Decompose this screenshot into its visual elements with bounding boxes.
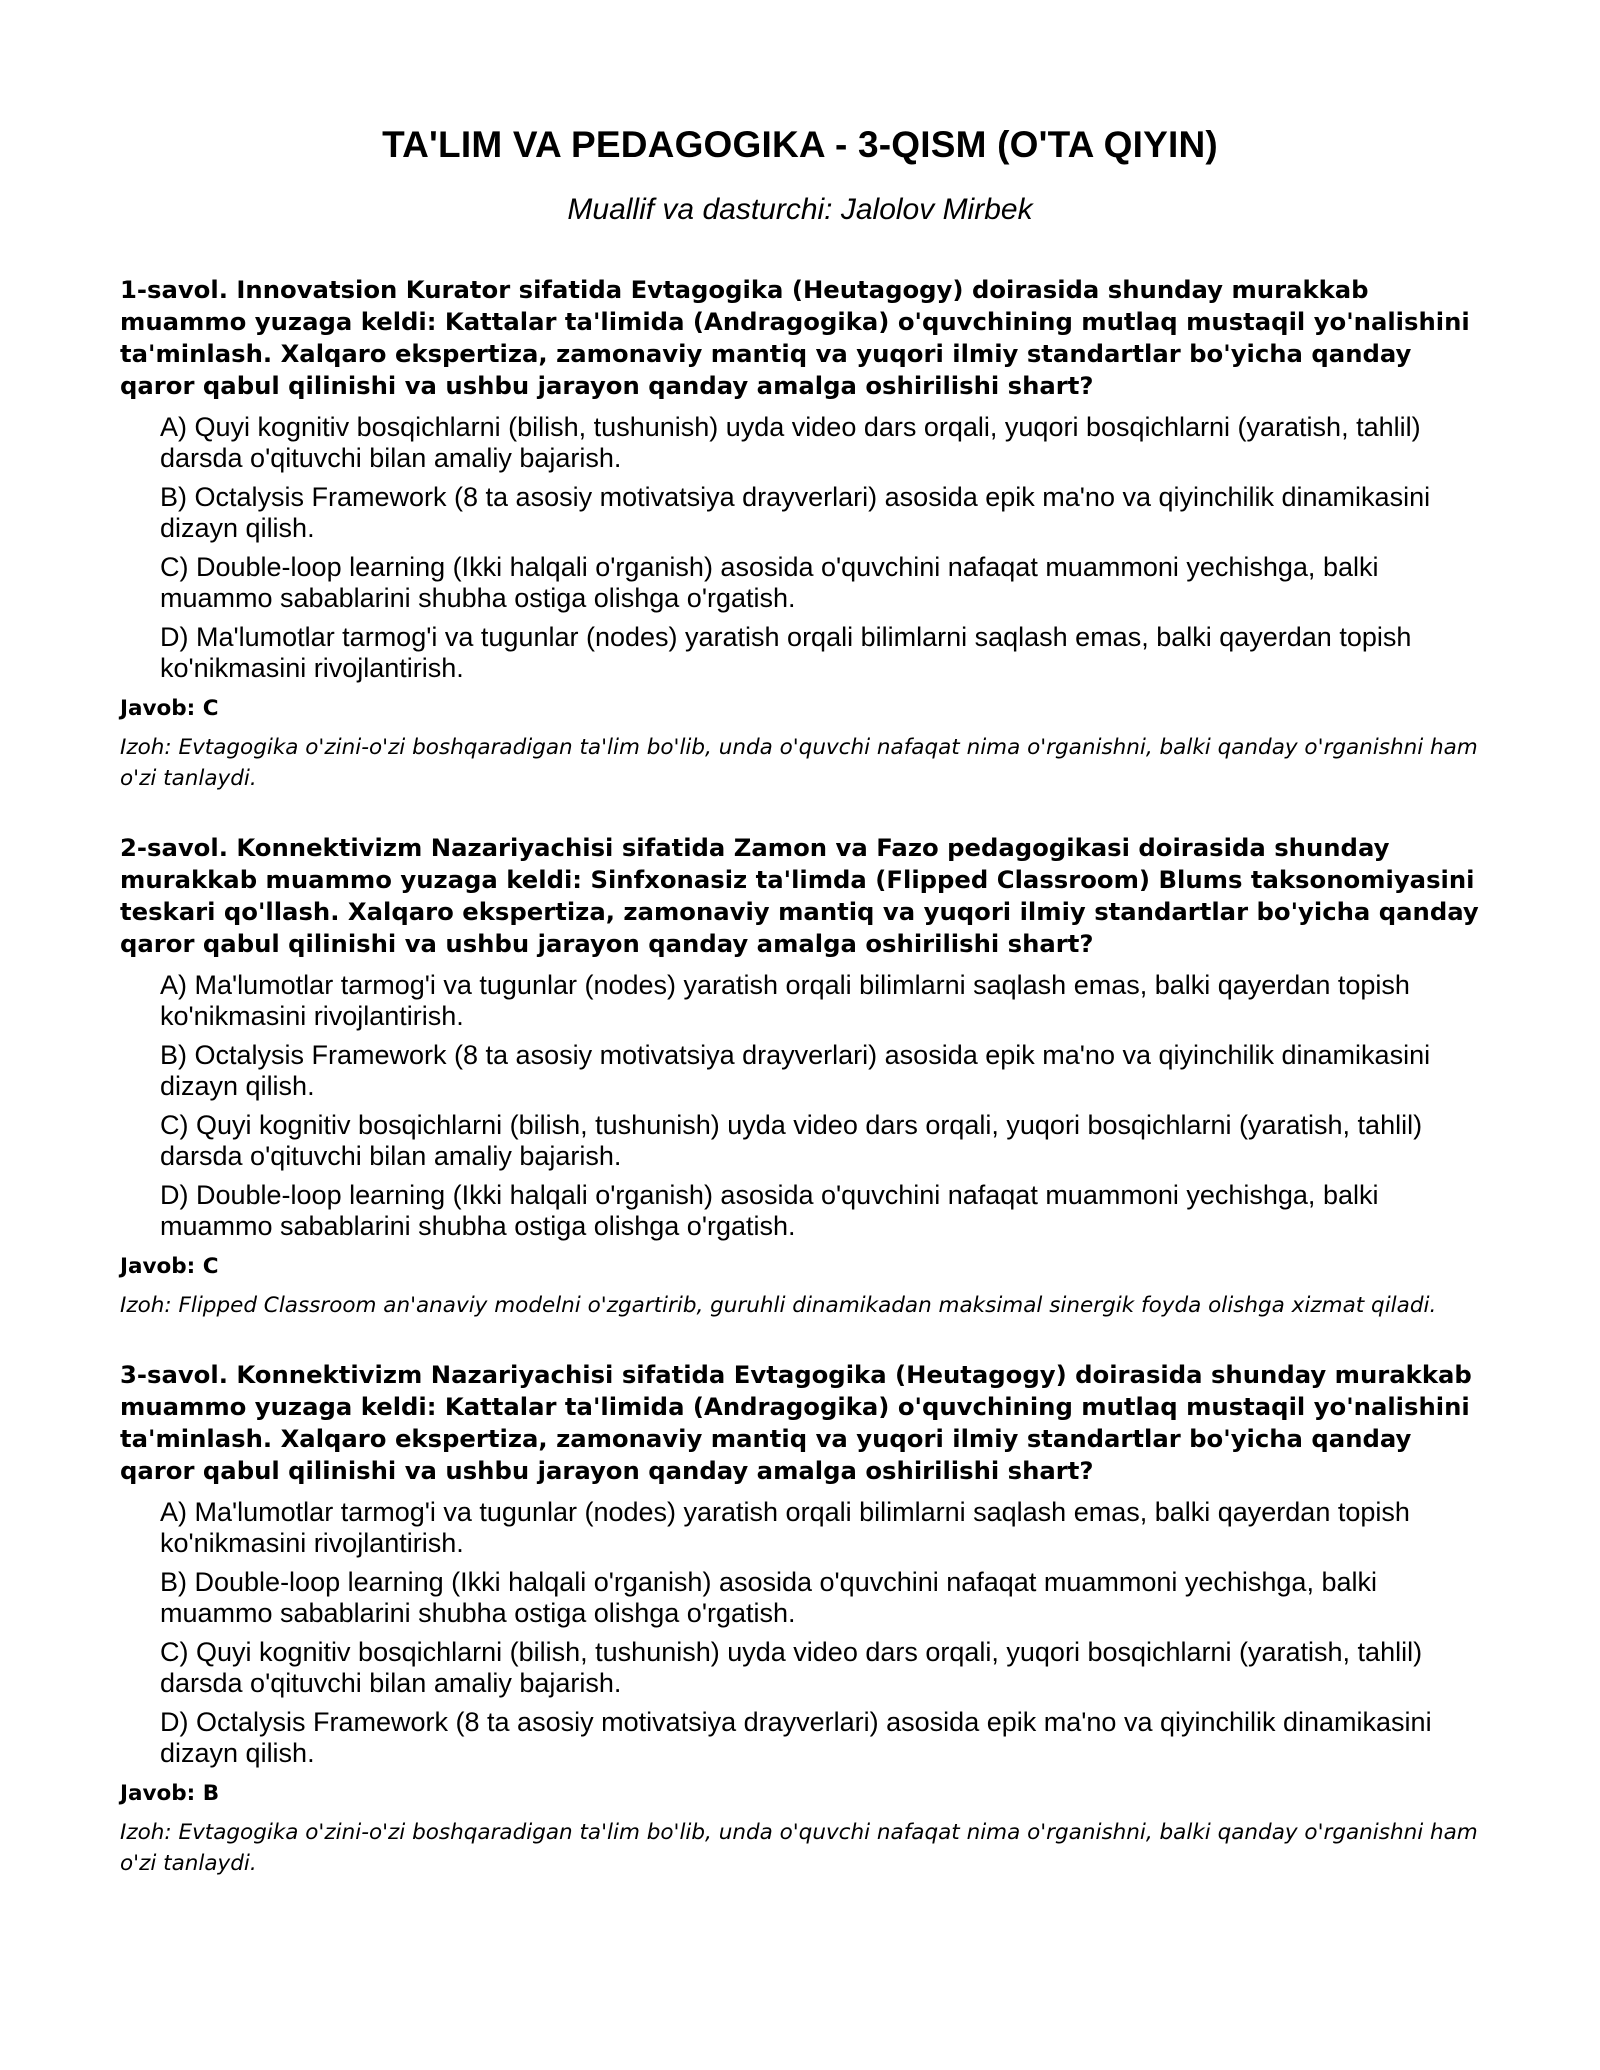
- document-subtitle: Muallif va dasturchi: Jalolov Mirbek: [567, 193, 1033, 226]
- option-b: B) Octalysis Framework (8 ta asosiy motivatsiya drayverlari) asosida epik ma'no va qiyinchilik dinamikasini dizayn qilish.: [160, 1040, 1431, 1101]
- option-c: C) Quyi kognitiv bosqichlarni (bilish, tushunish) uyda video dars orqali, yuqori bosqichlarni (yaratish, tahlil) darsda o'qituvchi bilan amaliy bajarish.: [160, 1110, 1423, 1171]
- document-title: TA'LIM VA PEDAGOGIKA - 3-QISM (O'TA QIYIN): [382, 124, 1218, 165]
- document-page: [120, 0, 1480, 1879]
- explanation-note: Izoh: Evtagogika o'zini-o'zi boshqaradigan ta'lim bo'lib, unda o'quvchi nafaqat nima o'rganishni, balki qanday o'rganishni ham o'zi tanlaydi.: [120, 735, 1478, 791]
- answer-label: Javob: C: [120, 1254, 219, 1279]
- question-text: 2-savol. Konnektivizm Nazariyachisi sifatida Zamon va Fazo pedagogikasi doirasida shunday murakkab muammo yuzaga keldi: Sinfxonasiz ta'limda (Flipped Classroom) Blums taksonomiyasini teskari qo'llash. Xalqaro ekspertiza, zamonaviy mantiq va yuqori ilmiy standartlar bo'yicha qanday qaror qabul qilinishi va ushbu jarayon qanday amalga oshirilishi shart?: [120, 833, 1479, 958]
- question-text: 1-savol. Innovatsion Kurator sifatida Evtagogika (Heutagogy) doirasida shunday murakkab muammo yuzaga keldi: Kattalar ta'limida (Andragogika) o'quvchining mutlaq mustaqil yo'nalishini ta'minlash. Xalqaro ekspertiza, zamonaviy mantiq va yuqori ilmiy standartlar bo'yicha qanday qaror qabul qilinishi va ushbu jarayon qanday amalga oshirilishi shart?: [120, 275, 1470, 400]
- option-d: D) Double-loop learning (Ikki halqali o'rganish) asosida o'quvchini nafaqat muammoni yechishga, balki muammo sabablarini shubha ostiga olishga o'rgatish.: [160, 1180, 1379, 1241]
- option-d: D) Octalysis Framework (8 ta asosiy motivatsiya drayverlari) asosida epik ma'no va qiyinchilik dinamikasini dizayn qilish.: [160, 1707, 1432, 1768]
- option-a: A) Quyi kognitiv bosqichlarni (bilish, tushunish) uyda video dars orqali, yuqori bosqichlarni (yaratish, tahlil) darsda o'qituvchi bilan amaliy bajarish.: [160, 412, 1421, 473]
- explanation-note: Izoh: Flipped Classroom an'anaviy modelni o'zgartirib, guruhli dinamikadan maksimal sinergik foyda olishga xizmat qiladi.: [120, 1293, 1437, 1318]
- answer-label: Javob: B: [120, 1781, 220, 1806]
- options-list: [120, 970, 1480, 1242]
- question-block-2: [120, 832, 1480, 1321]
- question-block-1: [120, 274, 1480, 794]
- options-list: [120, 1497, 1480, 1769]
- question-text: 3-savol. Konnektivizm Nazariyachisi sifatida Evtagogika (Heutagogy) doirasida shunday murakkab muammo yuzaga keldi: Kattalar ta'limida (Andragogika) o'quvchining mutlaq mustaqil yo'nalishini ta'minlash. Xalqaro ekspertiza, zamonaviy mantiq va yuqori ilmiy standartlar bo'yicha qanday qaror qabul qilinishi va ushbu jarayon qanday amalga oshirilishi shart?: [120, 1360, 1472, 1485]
- option-a: A) Ma'lumotlar tarmog'i va tugunlar (nodes) yaratish orqali bilimlarni saqlash emas, balki qayerdan topish ko'nikmasini rivojlantirish.: [160, 1497, 1410, 1558]
- options-list: [120, 412, 1480, 684]
- answer-label: Javob: C: [120, 696, 219, 721]
- option-c: C) Double-loop learning (Ikki halqali o'rganish) asosida o'quvchini nafaqat muammoni yechishga, balki muammo sabablarini shubha ostiga olishga o'rgatish.: [160, 552, 1379, 613]
- option-a: A) Ma'lumotlar tarmog'i va tugunlar (nodes) yaratish orqali bilimlarni saqlash emas, balki qayerdan topish ko'nikmasini rivojlantirish.: [160, 970, 1410, 1031]
- option-c: C) Quyi kognitiv bosqichlarni (bilish, tushunish) uyda video dars orqali, yuqori bosqichlarni (yaratish, tahlil) darsda o'qituvchi bilan amaliy bajarish.: [160, 1637, 1423, 1698]
- explanation-note: Izoh: Evtagogika o'zini-o'zi boshqaradigan ta'lim bo'lib, unda o'quvchi nafaqat nima o'rganishni, balki qanday o'rganishni ham o'zi tanlaydi.: [120, 1820, 1478, 1876]
- question-block-3: [120, 1359, 1480, 1879]
- option-b: B) Octalysis Framework (8 ta asosiy motivatsiya drayverlari) asosida epik ma'no va qiyinchilik dinamikasini dizayn qilish.: [160, 482, 1431, 543]
- option-d: D) Ma'lumotlar tarmog'i va tugunlar (nodes) yaratish orqali bilimlarni saqlash emas, balki qayerdan topish ko'nikmasini rivojlantirish.: [160, 622, 1412, 683]
- option-b: B) Double-loop learning (Ikki halqali o'rganish) asosida o'quvchini nafaqat muammoni yechishga, balki muammo sabablarini shubha ostiga olishga o'rgatish.: [160, 1567, 1377, 1628]
